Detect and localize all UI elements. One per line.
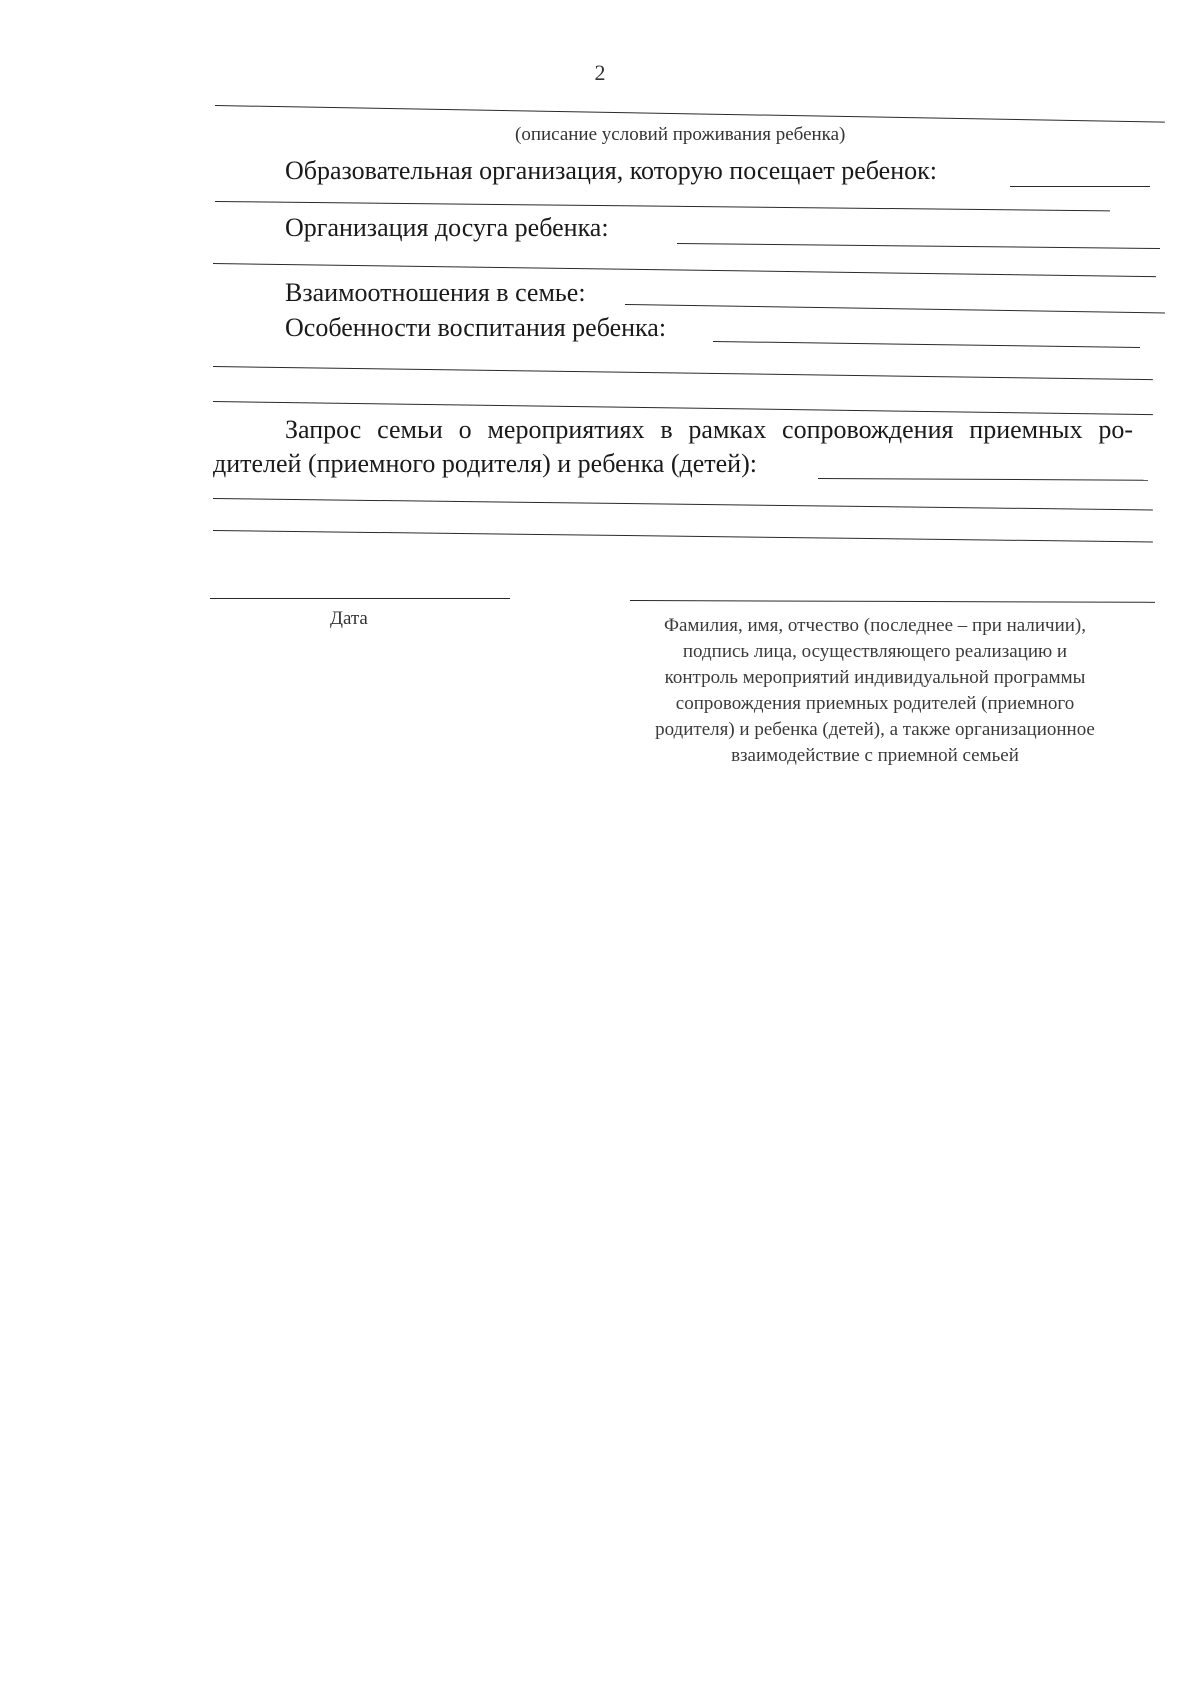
family-request-line-2: дителей (приемного родителя) и ребенка (детей): — [213, 449, 757, 478]
education-label: Образовательная организация, которую посещает ребенок: — [285, 156, 937, 185]
signature-caption-line-2: подпись лица, осуществляющего реализацию и — [682, 641, 1068, 662]
upbringing-blank-line[interactable] — [713, 341, 1140, 348]
upbringing-continuation-line-1[interactable] — [213, 366, 1153, 380]
family-relations-label: Взаимоотношения в семье: — [285, 278, 586, 307]
upbringing-label: Особенности воспитания ребенка: — [285, 313, 667, 342]
living-conditions-caption: (описание условий проживания ребенка) — [515, 124, 846, 145]
education-blank-line[interactable] — [1010, 186, 1150, 187]
family-relations-blank-line[interactable] — [625, 304, 1165, 313]
date-line[interactable] — [210, 598, 510, 599]
family-request-blank-line[interactable] — [818, 478, 1148, 481]
family-request-continuation-line-1[interactable] — [213, 498, 1153, 510]
signature-caption — [585, 613, 1165, 769]
signature-caption-line-6: взаимодействие с приемной семьей — [731, 745, 1019, 766]
signature-caption-line-5: родителя) и ребенка (детей), а также организационное — [655, 719, 1095, 740]
leisure-blank-line[interactable] — [677, 243, 1160, 249]
signature-caption-line-3: контроль мероприятий индивидуальной программы — [664, 667, 1086, 688]
living-conditions-line — [215, 105, 1165, 123]
signature-caption-line-1: Фамилия, имя, отчество (последнее – при наличии), — [663, 615, 1087, 636]
family-request-line-1: Запрос семьи о мероприятиях в рамках сопровождения приемных ро- — [285, 415, 1133, 444]
page-number: 2 — [594, 60, 606, 85]
leisure-continuation-line[interactable] — [213, 263, 1156, 277]
leisure-label: Организация досуга ребенка: — [285, 213, 609, 242]
education-continuation-line[interactable] — [215, 201, 1110, 211]
date-label: Дата — [330, 608, 368, 629]
signature-caption-line-4: сопровождения приемных родителей (приемного — [675, 693, 1075, 714]
upbringing-continuation-line-2[interactable] — [213, 401, 1153, 415]
family-request-continuation-line-2[interactable] — [213, 530, 1153, 542]
signature-line[interactable] — [630, 600, 1155, 603]
